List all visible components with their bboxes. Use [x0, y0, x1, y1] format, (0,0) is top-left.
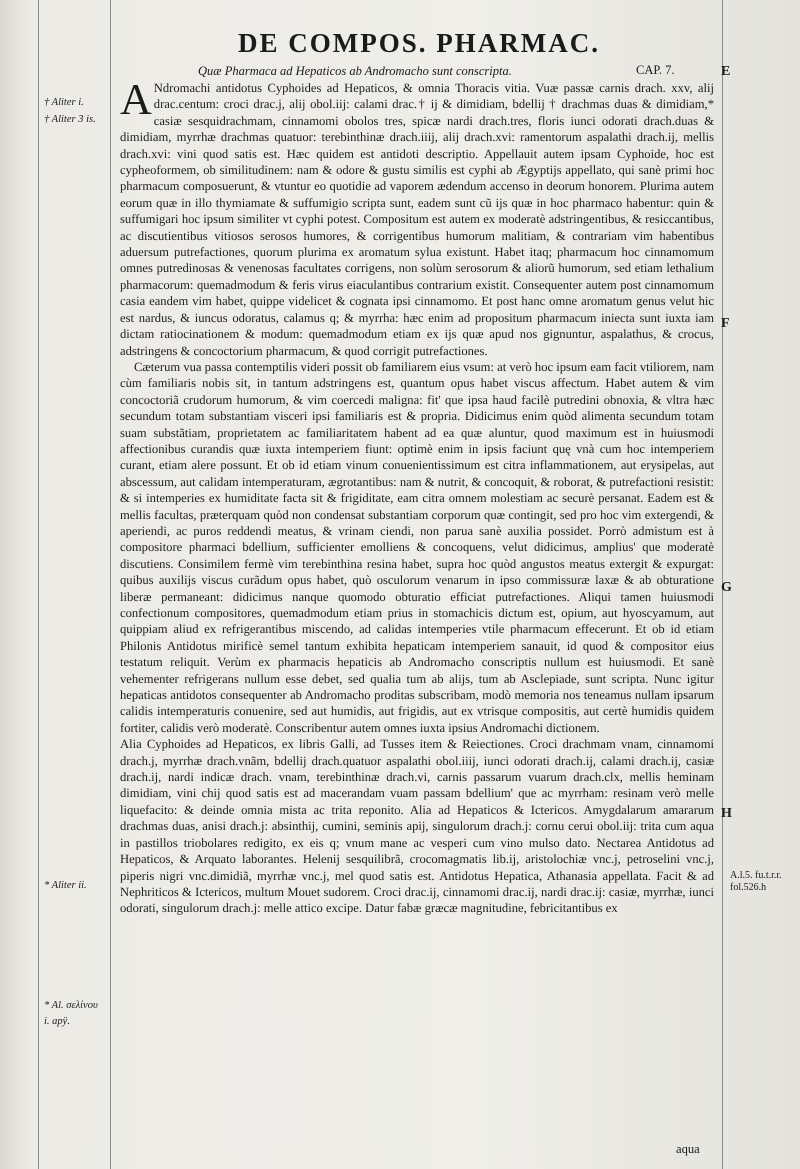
- margin-note-greek: * Al. σελίνου: [44, 1000, 98, 1011]
- section-letter-g: G: [721, 580, 732, 595]
- catchword: aqua: [676, 1142, 700, 1156]
- margin-note-reference: A.l.5. fu.t.r.r. fol.526.h: [730, 870, 782, 893]
- page-title: DE COMPOS. PHARMAC.: [238, 28, 600, 58]
- margin-note-aliter-3: † Aliter 3 is.: [44, 114, 96, 125]
- main-text: [120, 75, 714, 917]
- drop-cap: A: [120, 75, 152, 124]
- section-letter-f: F: [721, 316, 730, 331]
- paragraph-1-text: Ndromachi antidotus Cyphoides ad Hepaticos, & omnia Thoracis vitia. Vuæ passæ carnis drach. xxv, alij drac.centum: croci drac.j, alij obol.iij: calami drac.† ij & dimidiam, bdellij † drachmas duas & dimidiam,* casiæ sesquidrachmam, cinnamomi obolos tres, spicæ nardi drach.tres, floris iunci odorati drach.duas & dimidiam, myrrhæ drachmas quatuor: terebinthinæ drach.iiij, alij drach.xvi: ramentorum aspalathi drach.ij, mellis drach.xvi: vini quod satis est. Hæc quidem est antidoti descriptio. Appellauit autem ipsam Cyphoide, hoc est cypheoformem, ob similitudinem: nam & odore & gustu similis est cyphi ab Ægyptijs appellato, qui sanè primi hoc pharmacum composuerunt, & vtuntur eo quotidie ad vaporem ædendum accenso in deorum honorem. Plurima autem eorum quæ in illo thymiamate & suffumigio scripta sunt, eadem sunt cũ ijs quæ in hoc pharmaco habentur: quin & suffumigari hoc ipsum similiter vt cyphi potest. Compositum est autem ex moderatè adstringentibus, & resiccantibus, ac discutientibus vitiosos serosos humores, & corrigentibus humorum malitiam, & contrariam vim habentibus aduersum putrefactiones, quorum plurima ex aromatum sylua existunt. Habet itaq; pharmacum hoc cinnamomum omnes putredinosas & venenosas facultates corrigens, non solùm serosorum & aliorũ humorum, sed etiam lethalium pharmacorum: quemadmodum & feris virus eiaculantibus contrarium existit. Consequenter autem post cinnamomum casia eandem vim habet, quippe videlicet & cognata ipsi cinnamomo. Et post hanc omne aromatum genus velut hic est nardus, & iuncus odoratus, calamus q; & myrrha: hæc enim ad propositum pharmacum iniecta sunt iuxta iam dictam ratiocinationem & modum: quemadmodum etiam ex ijs quæ apud nos gignuntur, aspalathus, & crocus, adstringens & concoctorium pharmacum, & quod corrigit putrefactiones.: [120, 81, 714, 358]
- chapter-number: CAP. 7.: [636, 63, 675, 77]
- paragraph-2: Cæterum vua passa contemptilis videri possit ob familiarem eius vsum: at verò hoc ipsum eam facit vtiliorem, nam cùm familiaris nobis sit, in tantum adstringens est, quantum opus habet viscus affectum. Habet autem & vim concoctoriã crudorum humorum, & vim coercedi maligna: fit' que ipsa haud facilè putredini obnoxia, & vltra hæc secundum totam substantiam visceri ipsi familiaris est & propria. Didicimus enim quòd alimenta secundum totam suam substãtiam, proprietatem ac familiaritatem habent ad ea quæ aluntur, quod maximum est in huiusmodi affectionibus curandis quæ iuxta intemperiem fiunt: optimè enim in ipsis faciunt quę vnà cum hoc intemperiem curant, etiam alere possunt. Et ob id etiam vinum conuenientissimum est citra inflammationem, aut erysipelas, aut abscessum, aut calidam intemperaturam, ægrotantibus: nam & nutrit, & concoquit, & roborat, & putrefactioni resistit: & si intemperies ex humiditate facta sit & frigiditate, eam citra omnem molestiam ac securè persanat. Eadem est & mellis facultas, præterquam quòd non condensat substantiam corporum quæ contingit, sed pro hoc vim extergendi, & aperiendi, ac puros reddendi meatus, & vrinam ciendi, non parua sanè auxilia possidet. Porrò admistum est à compositore pharmaci bdellium, sufficienter emolliens & concoquens, velut didicimus, amplius' que moderatè discutiens. Consimilem fermè vim terebinthina resina habet, supra hoc quòd angustos meatus extergit & expurgat: quibus auxilijs viscus curãdum opus habet, quò osculorum venarum in ipso commissuræ laxæ & ab obturatione liberæ permaneant: didicimus nanque quomodo obturatio efficiat putrefactiones. Aliqui tamen huiusmodi confectionum compositores, quemadmodum etiam prius in stomachicis dictum est, opium, aut hyoscyamum, aut quippiam aliud ex refrigerantibus miscendo, ad calidas intemperies vtile pharmacum effecerunt. Et ob id etiam Philonis Antidotus mirificè semel tantum exhibita hepaticam intemperiem sanauit, id quod & compositor eius testatum reliquit. Verùm ex pharmacis hepaticis ab Andromacho conscriptis nullum est huiusmodi. Et sanè vehementer refrigerans nullum esse debet, sed qualia tum ab alijs, tum ab Asclepiade, sunt scripta. Nunc igitur hepaticas antidotos consequenter ab Andromacho proditas subscribam, modò memoria nos teneamus nullam ipsarum calidis intemperaturis conuenire, sed aut humidis, aut frigidis, aut ex vtrisque compositis, aut certè humidis quidem fortiter, calidis verò moderatè. Conscribentur autem omnes iuxta ipsius Andromachi dictionem.: [120, 359, 714, 735]
- chapter-subtitle: Quæ Pharmaca ad Hepaticos ab Andromacho sunt conscripta.: [198, 64, 512, 78]
- margin-note-aliter-2: * Aliter ii.: [44, 880, 87, 891]
- margin-note-aliter-1: † Aliter i.: [44, 97, 84, 108]
- section-letter-e: E: [721, 64, 731, 79]
- paragraph-1: [120, 75, 714, 359]
- margin-note-apy: i. apÿ.: [44, 1016, 70, 1027]
- margin-rule-outer: [38, 0, 39, 1169]
- paragraph-3: Alia Cyphoides ad Hepaticos, ex libris Galli, ad Tusses item & Reiectiones. Croci drachmam vnam, cinnamomi drach.j, myrrhæ drach.vnãm, bdellij drach.quatuor aspalathi obol.iiij, iunci odorati drach.ij, calami drach.ij, casiæ drach.ij, nardi indicæ drach. vnam, terebinthinæ drach.vi, carnis passarum vuarum drach.clx, mellis heminam dimidiam, vini chij quod satis est ad macerandam vuam passam bdellium' que ac myrrham: resinam verò melle liquefacito: & deinde omnia mista ac trita reponito. Alia ad Hepaticos & Ictericos. Amygdalarum amararum drachmas duas, anisi drach.j: absinthij, cumini, seminis apij, singulorum drach.j: cornu cerui obol.iij: trita cum aqua in pastillos triobolares redigito, ex eis q; vnum mane ac vesperi cum vino mulso dato. Nectarea Antidotus ad Hepaticos, & Arquato laborantes. Helenij sesquilibrã, crocomagmatis lib.ij, aristolochiæ vnc.j, petroselini vnc.j, piperis nigri vnc.dimidiã, myrrhæ vnc.j, mel quod satis est. Antidotus Hepatica, Athanasia appellata. Facit & ad Nephriticos & Ictericos, multum Mouet sudorem. Croci drac.ij, cinnamomi drac.ij, nardi drac.ij: casiæ, myrrhæ, iunci odorati, singulorum drach.j: melle attico excipe. Datur fabæ græcæ magnitudine, febricitantibus ex: [120, 737, 714, 916]
- margin-rule-inner: [110, 0, 111, 1169]
- section-letter-h: H: [721, 806, 732, 821]
